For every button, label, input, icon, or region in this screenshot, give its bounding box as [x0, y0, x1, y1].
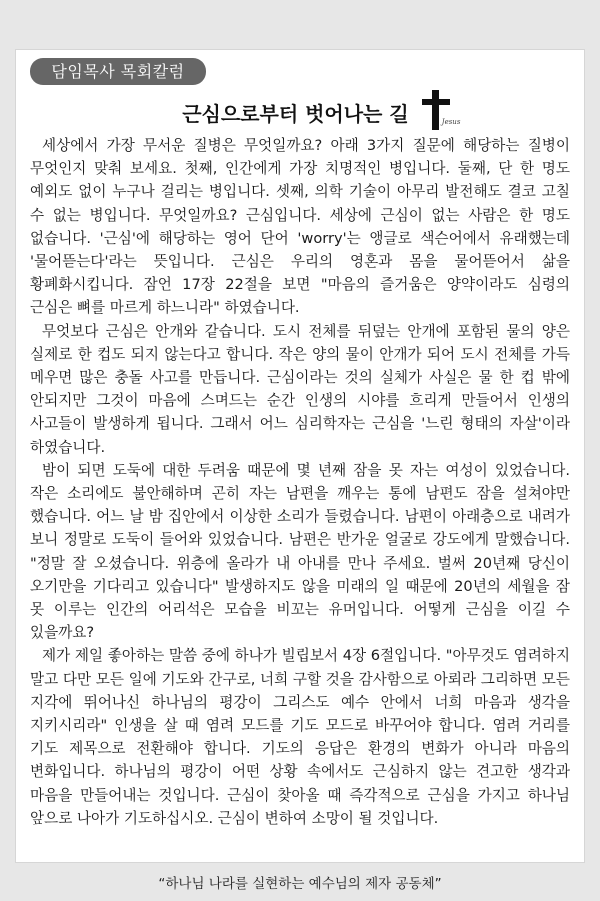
column-title: 근심으로부터 벗어나는 길 [182, 102, 409, 126]
paragraph: 무엇보다 근심은 안개와 같습니다. 도시 전체를 뒤덮는 안개에 포함된 물의 양은 실제로 한 컵도 되지 않는다고 합니다. 작은 양의 물이 안개가 되어 도시 전체를 가득 메우면 많은 충돌 사고를 만듭니다. 근심이라는 것의 실체가 사실은 물 한 컵 밖에 안되지만 그것이 마음에 스며드는 순간 인생의 시야를 흐리게 만들어서 인생의 사고들이 발생하게 됩니다. 그래서 어느 심리학자는 근심을 '느린 형태의 자살'이라 하였습니다. [30, 322, 570, 456]
paragraph: 밤이 되면 도둑에 대한 두려움 때문에 몇 년째 잠을 못 자는 여성이 있었습니다. 작은 소리에도 불안해하며 곤히 자는 남편을 깨우는 통에 남편도 잠을 설쳐야만 했습니다. 어느 날 밤 집안에서 이상한 소리가 들렸습니다. 남편이 아래층으로 내려가 보니 정말로 도둑이 들어와 있었습니다. 남편은 반가운 얼굴로 강도에게 말했습니다. "정말 잘 오셨습니다. 위층에 올라가 내 아내를 만나 주세요. 벌써 20년째 당신이 오기만을 기다리고 있습니다" 발생하지도 않을 미래의 일 때문에 20년의 세월을 잠 못 이루는 인간의 어리석은 모습을 비꼬는 유머입니다. 어떻게 근심을 이길 수 있을까요? [30, 461, 571, 642]
cross-icon [418, 88, 478, 132]
paragraph: 제가 제일 좋아하는 말씀 중에 하나가 빌립보서 4장 6절입니다. "아무것도 염려하지 말고 다만 모든 일에 기도와 간구로, 너희 구할 것을 감사함으로 아뢰라 그리하면 모든 지각에 뛰어나신 하나님의 평강이 그리스도 예수 안에서 너희 마음과 생각을 지키시리라" 인생을 살 때 염려 모드를 기도 모드로 바꾸어야 합니다. 염려 거리를 기도 제목으로 전환해야 합니다. 기도의 응답은 환경의 변화가 아니라 마음의 변화입니다. 하나님의 평강이 어떤 상황 속에서도 근심하지 않는 견고한 생각과 마음을 만들어내는 것입니다. 근심이 찾아올 때 즉각적으로 근심을 가지고 하나님 앞으로 나아가 기도하십시오. 근심이 변하여 소망이 될 것입니다. [30, 647, 570, 827]
church-motto: “하나님 나라를 실현하는 예수님의 제자 공동체” [158, 876, 442, 892]
cross-caption: Jesus [441, 118, 461, 126]
column-body [30, 134, 570, 830]
column-badge: 담임목사 목회칼럼 [30, 58, 206, 85]
title-row [0, 96, 600, 132]
paragraph: 세상에서 가장 무서운 질병은 무엇일까요? 아래 3가지 질문에 해당하는 질병이 무엇인지 맞춰 보세요. 첫째, 인간에게 가장 치명적인 병입니다. 둘째, 단 한 명도 예외도 없이 누구나 걸리는 병입니다. 셋째, 의학 기술이 아무리 발전해도 결코 고칠 수 없는 병입니다. 무엇일까요? 근심입니다. 세상에 근심이 없는 사람은 한 명도 없습니다. '근심'에 해당하는 영어 단어 'worry'는 앵글로 색슨어에서 유래했는데 '물어뜯는다'라는 뜻입니다. 근심은 우리의 영혼과 몸을 물어뜯어서 삶을 황폐화시킵니다. 잠언 17장 22절을 보면 "마음의 즐거움은 양약이라도 심령의 근심은 뼈를 마르게 하느니라" 하였습니다. [30, 137, 570, 317]
